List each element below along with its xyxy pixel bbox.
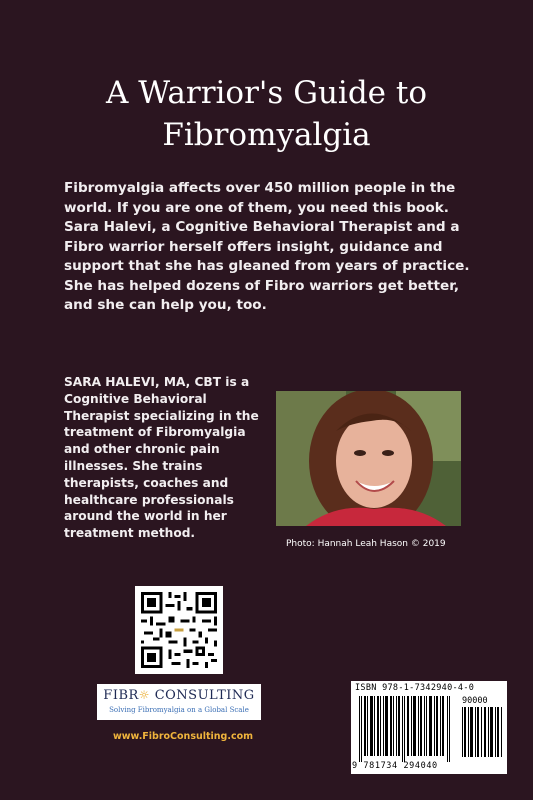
publisher-tagline: Solving Fibromyalgia on a Global Scale: [109, 706, 249, 714]
book-title: [0, 72, 533, 156]
sun-icon: ☼: [138, 688, 151, 702]
author-bio: SARA HALEVI, MA, CBT is a Cognitive Behavioral Therapist specializing in the treatment of Fibromyalgia and other chronic pain illnesses. She trains therapists, coaches and healthcare professionals around the world in her treatment method.: [64, 375, 259, 541]
author-photo: [276, 391, 461, 526]
book-title-line-1: A Warrior's Guide to: [105, 75, 428, 111]
photo-credit: Photo: Hannah Leah Hason © 2019: [286, 539, 446, 549]
qr-code-icon: [135, 586, 223, 674]
isbn-barcode-bars: [356, 696, 456, 762]
book-title-line-2: Fibromyalgia: [162, 117, 371, 153]
isbn-price-code: 90000: [462, 696, 488, 706]
publisher-logo: [97, 684, 261, 720]
publisher-logo-wordmark: [97, 684, 261, 705]
isbn-digits: 9 781734 294040: [352, 761, 438, 771]
logo-text-right: CONSULTING: [150, 688, 255, 703]
publisher-website: www.FibroConsulting.com: [112, 731, 254, 742]
book-blurb: Fibromyalgia affects over 450 million people in the world. If you are one of them, you need this book. Sara Halevi, a Cognitive Behavioral Therapist and a Fibro warrior herself offers insight, guidance and support that she has gleaned from years of practice. She has helped dozens of Fibro warriors get better, and she can help you, too.: [64, 180, 470, 313]
isbn-label: ISBN 978-1-7342940-4-0: [355, 683, 475, 693]
price-barcode-bars: [460, 707, 504, 757]
logo-text-left: FIBR: [103, 688, 139, 703]
